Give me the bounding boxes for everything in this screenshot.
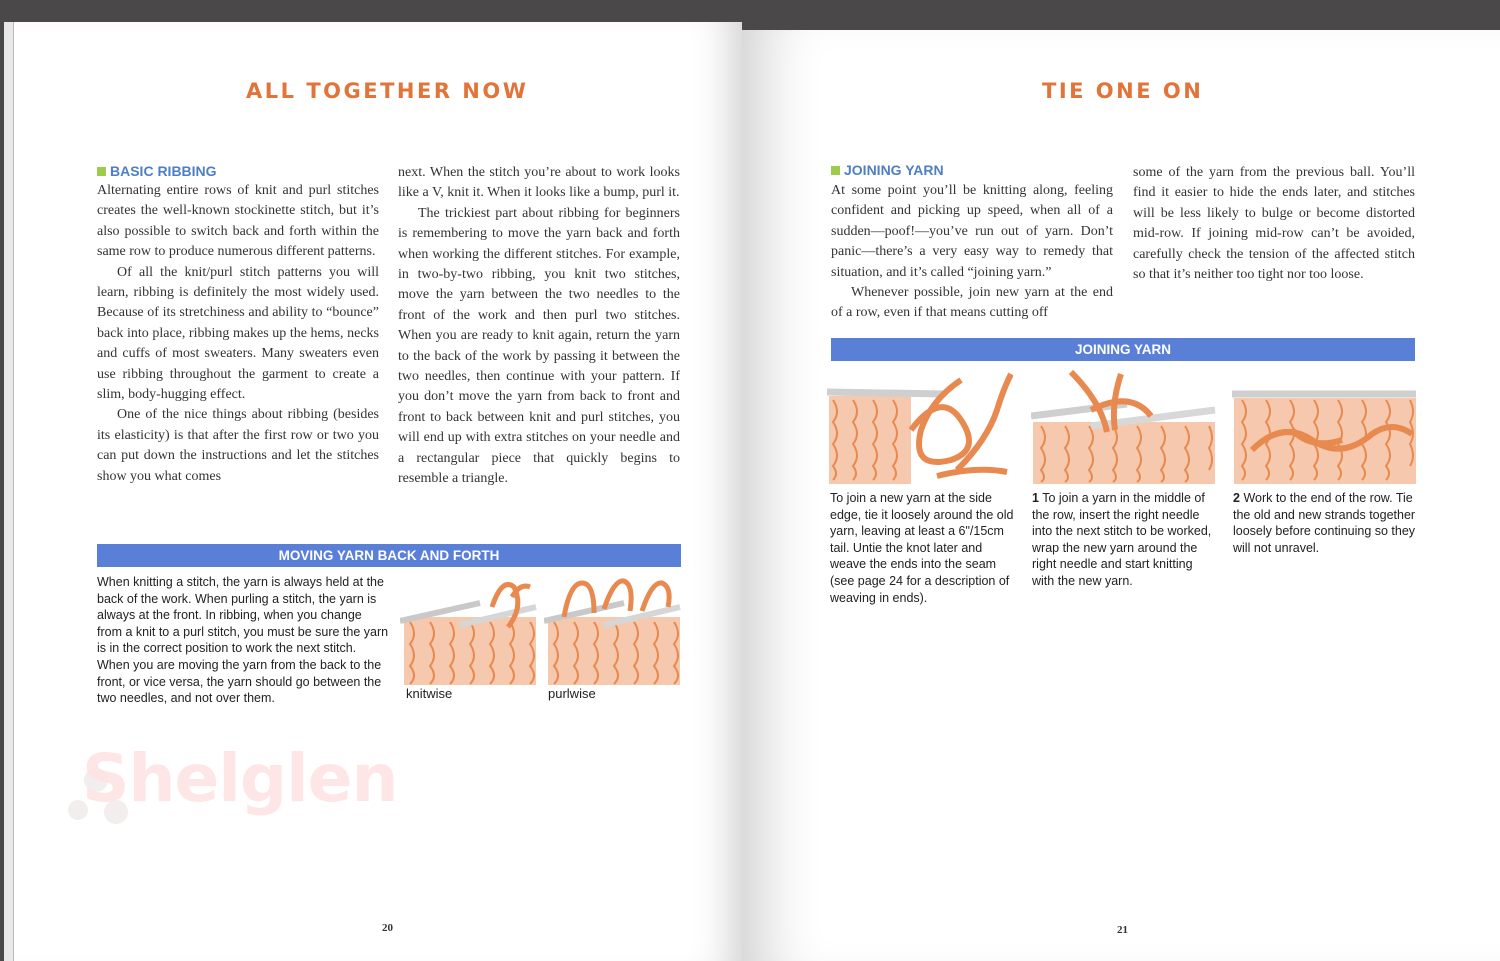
right-page-title: TIE ONE ON	[1042, 79, 1204, 103]
paragraph: At some point you’ll be knitting along, feeling confident and picking up speed, when all of a sudden—poof!—you’ve run out of yarn. Don’t panic—there’s a very easy way to remedy that situation, and it’s called “joining yarn.”	[831, 183, 1113, 280]
page-edge	[4, 22, 14, 961]
left-page-title: ALL TOGETHER NOW	[246, 79, 529, 103]
paragraph: One of the nice things about ribbing (besides its elasticity) is that after the first row or two you can put down the instructions and let the stitches show you what comes	[97, 407, 379, 484]
caption-text: Work to the end of the row. Tie the old and new strands together loosely before continuing so they will not unravel.	[1233, 491, 1416, 555]
paragraph: Of all the knit/purl stitch patterns you will learn, ribbing is definitely the most widely used. Because of its stretchiness and ability to “bounce” back into place, ribbing makes up the hems, necks and cuffs of most sweaters. Many sweaters even use ribbing throughout the garment to create a slim, body-hugging effect.	[97, 264, 379, 403]
knitwise-label: knitwise	[406, 686, 453, 701]
caption-text: To join a new yarn at the side edge, tie it loosely around the old yarn, leaving at least a 6"/15cm tail. Untie the knot later and weave the ends into the seam (see page 24 for a description of weaving in ends).	[830, 491, 1014, 605]
moving-yarn-text: When knitting a stitch, the yarn is always held at the back of the work. When purling a stitch, the yarn is always at the front. In ribbing, when you change from a knit to a purl stitch, you must be sure the yarn is in the correct position to work the next stitch. When you are moving the yarn from the back to the front, or vice versa, the yarn should go between the two needles, and not over them.	[97, 575, 389, 706]
right-page	[742, 30, 1500, 961]
end-of-row-tie-illustration	[1232, 370, 1418, 485]
caption-step-2	[1233, 490, 1419, 556]
right-page-number: 21	[1117, 924, 1128, 936]
bullet-square-icon	[97, 167, 106, 176]
moving-yarn-box-title: MOVING YARN BACK AND FORTH	[97, 544, 681, 567]
step-number: 2	[1233, 491, 1240, 505]
joining-yarn-heading	[831, 162, 944, 178]
right-column-1	[831, 181, 1113, 324]
left-column-1	[97, 181, 379, 487]
paragraph: Whenever possible, join new yarn at the end of a row, even if that means cutting off	[831, 285, 1113, 321]
knitwise-illustration	[400, 577, 540, 687]
purlwise-illustration	[544, 577, 684, 687]
mid-row-join-illustration	[1031, 370, 1217, 485]
basic-ribbing-heading	[97, 163, 217, 179]
bullet-square-icon	[831, 166, 840, 175]
paragraph: some of the yarn from the previous ball. You’ll find it easier to hide the ends later, and stitches will be less likely to bulge or become distorted mid-row. If joining mid-row can’t be avoided, carefully check the tension of the affected stitch so that it’s neither too tight nor too loose.	[1133, 165, 1415, 283]
left-column-2	[398, 163, 680, 490]
side-edge-join-illustration	[827, 370, 1013, 485]
joining-yarn-heading-text: JOINING YARN	[844, 162, 944, 178]
step-number: 1	[1032, 491, 1039, 505]
paragraph: next. When the stitch you’re about to work looks like a V, knit it. When it looks like a bump, purl it.	[398, 165, 680, 201]
caption-text: To join a yarn in the middle of the row, insert the right needle into the next stitch to be worked, wrap the new yarn around the right needle and start knitting with the new yarn.	[1032, 491, 1212, 588]
purlwise-label: purlwise	[548, 686, 596, 701]
left-page	[14, 22, 742, 961]
watermark: Shelglen	[82, 740, 398, 817]
joining-yarn-box-title: JOINING YARN	[831, 338, 1415, 361]
paragraph: Alternating entire rows of knit and purl stitches creates the well-known stockinette stitch, but it’s also possible to switch back and forth within the same row to produce numerous different patterns.	[97, 183, 379, 260]
caption-step-1	[1032, 490, 1218, 590]
basic-ribbing-heading-text: BASIC RIBBING	[110, 163, 217, 179]
caption-side-edge	[830, 490, 1016, 606]
right-column-2	[1133, 163, 1415, 285]
paragraph: The trickiest part about ribbing for beginners is remembering to move the yarn back and forth when working the different stitches. For example, in two-by-two ribbing, you knit two stitches, move the yarn between the two needles to the front of the work and then purl two stitches. When you are ready to knit again, return the yarn to the back of the work by passing it between the two needles, then continue with your pattern. If you don’t move the yarn from back to front and front to back between knit and purl stitches, you will end up with extra stitches on your needle and a rectangular piece that quickly begins to resemble a triangle.	[398, 205, 680, 487]
left-page-number: 20	[382, 922, 393, 934]
